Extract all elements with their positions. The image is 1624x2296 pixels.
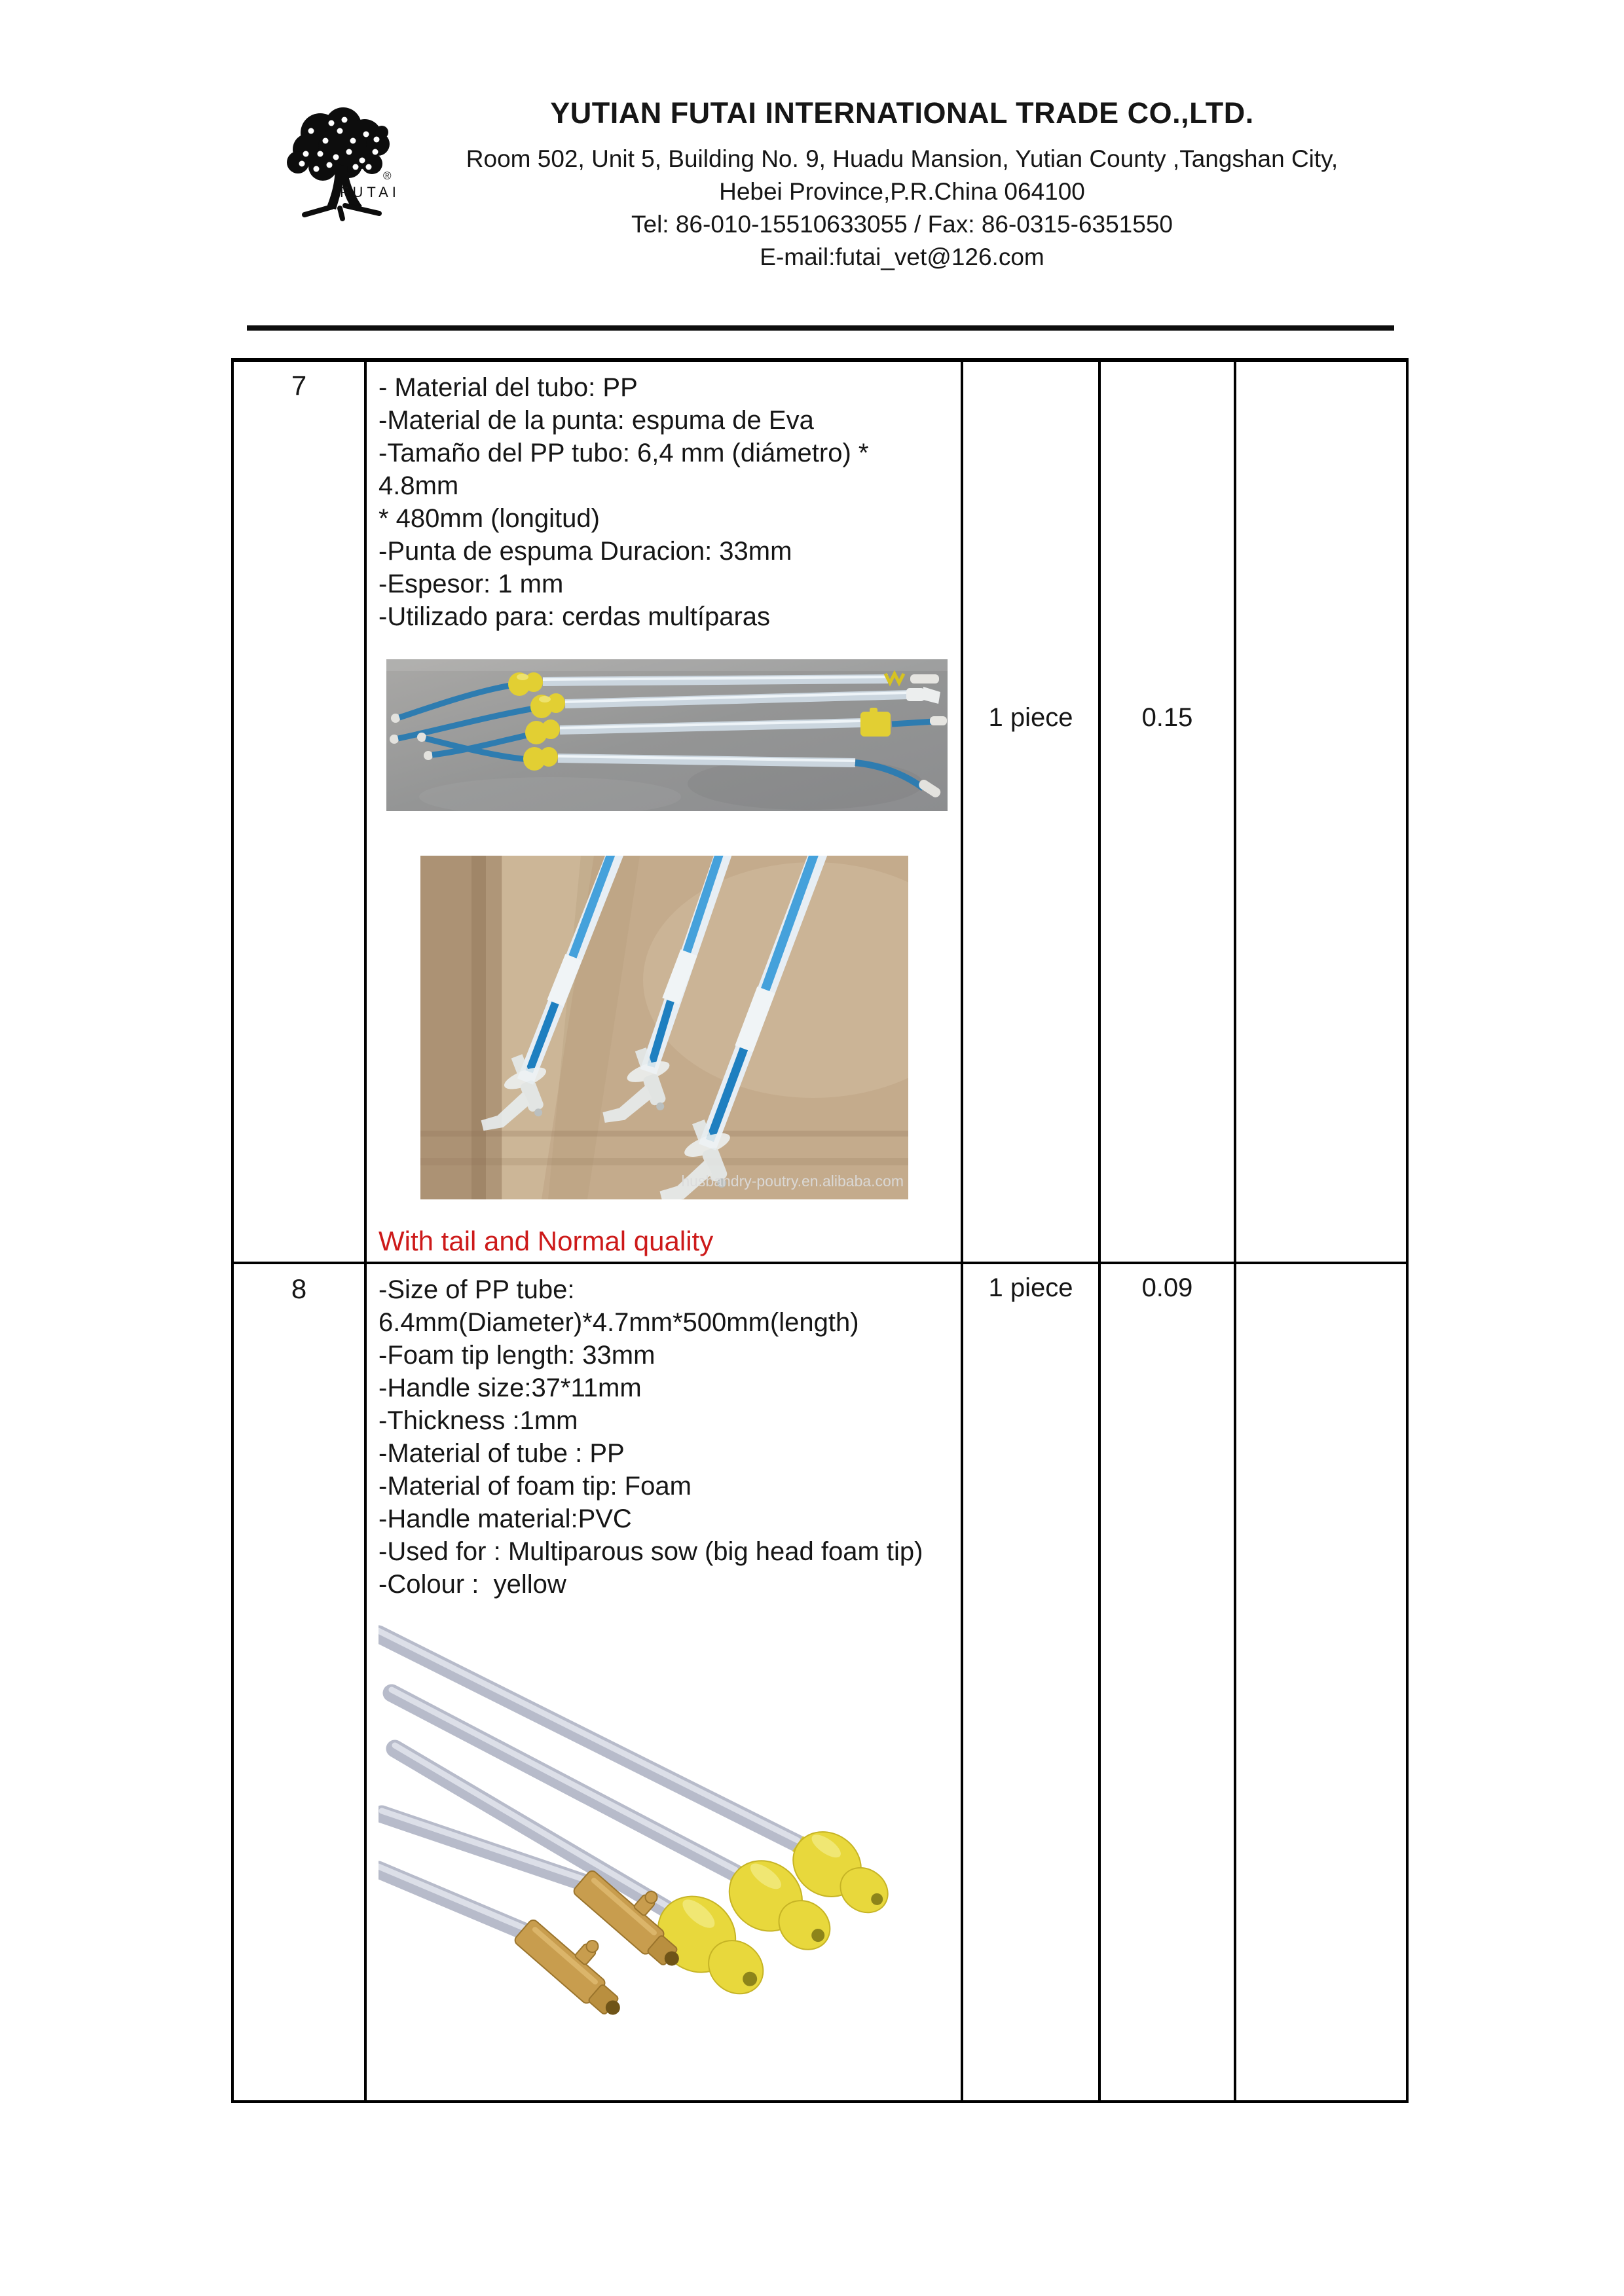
description-line: - Material del tubo: PP <box>378 373 638 402</box>
description-line: -Tamaño del PP tubo: 6,4 mm (diámetro) * 4.8mm <box>378 439 876 500</box>
description-line: -Material of tube : PP <box>378 1439 625 1468</box>
description-line: -Handle size:37*11mm <box>378 1374 642 1402</box>
logo-brand-text: FUTAI <box>340 184 400 200</box>
row8-empty-cell <box>1236 1264 1406 2100</box>
description-line: -Material of foam tip: Foam <box>378 1472 692 1501</box>
photo-watermark: husbandry-poutry.en.alibaba.com <box>681 1173 904 1190</box>
row8-quantity-cell <box>963 1264 1101 2100</box>
quality-note: With tail and Normal quality <box>378 1226 714 1256</box>
price-value: 0.09 <box>1141 1273 1193 1302</box>
address-line-1: Room 502, Unit 5, Building No. 9, Huadu Mansion, Yutian County ,Tangshan City, <box>466 145 1338 172</box>
row7-price-cell <box>1101 362 1236 1264</box>
description-line: -Utilizado para: cerdas multíparas <box>378 602 771 631</box>
row8-item-number-cell <box>234 1264 367 2100</box>
row7-quantity-cell <box>963 362 1101 1264</box>
description-line: * 480mm (longitud) <box>378 504 600 533</box>
price-value: 0.15 <box>1141 703 1193 732</box>
product-table <box>231 358 1409 2103</box>
row8-price-cell <box>1101 1264 1236 2100</box>
letterhead-text <box>406 96 1398 274</box>
item-number: 8 <box>291 1273 307 1304</box>
quantity-value: 1 piece <box>988 1273 1073 1302</box>
email-line: E-mail:futai_vet@126.com <box>760 244 1044 270</box>
row7-empty-cell <box>1236 362 1406 1264</box>
tel-fax-line: Tel: 86-010-15510633055 / Fax: 86-0315-6351550 <box>631 211 1173 238</box>
registered-trademark-icon: ® <box>383 170 392 182</box>
description-line: 6.4mm(Diameter)*4.7mm*500mm(length) <box>378 1308 859 1337</box>
row7-description-lines <box>378 371 951 633</box>
row7-item-number-cell <box>234 362 367 1264</box>
row7-description-cell <box>367 362 963 1264</box>
product-photo-catheters-on-fabric <box>420 856 908 1199</box>
header-divider-rule <box>247 325 1394 331</box>
product-photo-yellow-foam-tip-catheters <box>378 1618 955 2093</box>
description-line: -Espesor: 1 mm <box>378 570 564 598</box>
company-logo-tree-icon <box>280 103 404 225</box>
quantity-value: 1 piece <box>988 703 1073 732</box>
product-photo-catheters-on-concrete <box>386 659 948 811</box>
address-line-2: Hebei Province,P.R.China 064100 <box>719 178 1085 205</box>
company-name: YUTIAN FUTAI INTERNATIONAL TRADE CO.,LTD. <box>550 96 1254 130</box>
row8-description-lines <box>378 1273 951 1601</box>
description-line: -Punta de espuma Duracion: 33mm <box>378 537 792 566</box>
row8-description-cell <box>367 1264 963 2100</box>
description-line: -Handle material:PVC <box>378 1504 632 1533</box>
description-line: -Foam tip length: 33mm <box>378 1341 655 1370</box>
item-number: 7 <box>291 370 307 401</box>
description-line: -Colour : yellow <box>378 1570 566 1599</box>
description-line: -Size of PP tube: <box>378 1275 575 1304</box>
description-line: -Material de la punta: espuma de Eva <box>378 406 814 435</box>
tree-roots <box>304 206 379 219</box>
description-line: -Used for : Multiparous sow (big head foam tip) <box>378 1537 923 1566</box>
description-line: -Thickness :1mm <box>378 1406 578 1435</box>
